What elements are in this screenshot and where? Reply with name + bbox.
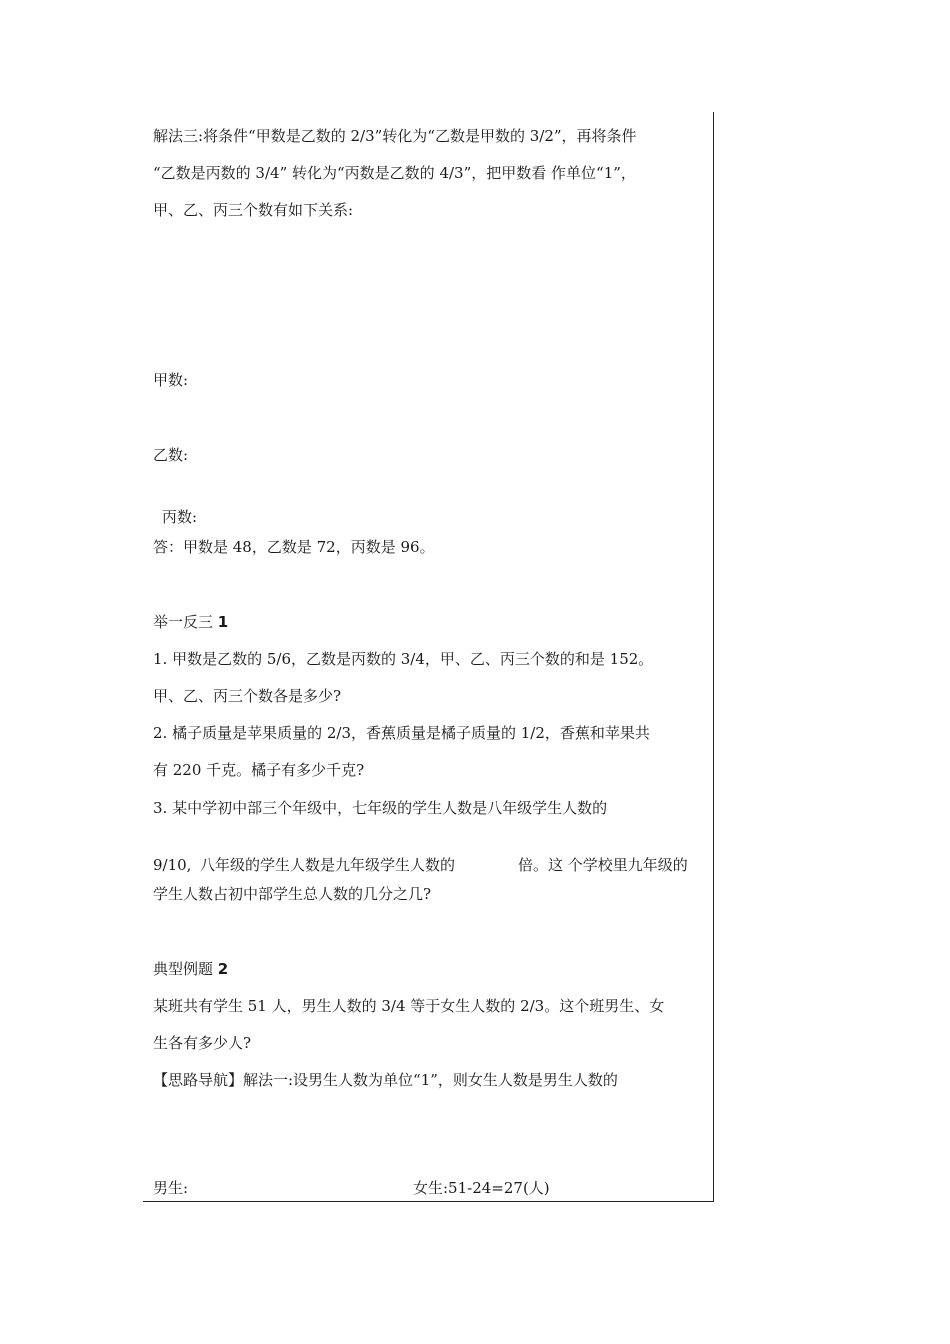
q1-line1-text: 1. 甲数是乙数的 5/6，乙数是丙数的 3/4，甲、乙、丙三个数的和是 152。: [153, 650, 654, 668]
boys-label: 男生:: [153, 1179, 189, 1197]
solution3-line3: 甲、乙、丙三个数有如下关系:: [153, 201, 354, 219]
q3-line2c: 倍。这 个学校里九年级的: [518, 856, 688, 874]
solution3-line2: “乙数是丙数的 3/4” 转化为“丙数是乙数的 4/3”，把甲数看 作单位“1”，: [153, 164, 636, 182]
practice1-heading-text: 举一反三: [153, 613, 214, 631]
practice1-q3-line1: 3. 某中学初中部三个年级中，七年级的学生人数是八年级学生人数的: [153, 799, 608, 817]
label-jia: 甲数:: [153, 371, 189, 389]
practice1-q3-line3: 学生人数占初中部学生总人数的几分之几?: [153, 885, 432, 903]
solution3-line1: 解法三:将条件“甲数是乙数的 2/3”转化为“乙数是甲数的 3/2”，再将条件: [153, 127, 637, 145]
practice1-q2-line2: 有 220 千克。橘子有多少千克?: [153, 761, 365, 779]
example2-heading-num: 2: [217, 960, 229, 978]
q3-line2b: 八年级的学生人数是九年级学生人数的: [200, 856, 456, 874]
practice1-q2-line1: 2. 橘子质量是苹果质量的 2/3，香蕉质量是橘子质量的 1/2，香蕉和苹果共: [153, 724, 650, 742]
practice1-q1-line2: 甲、乙、丙三个数各是多少?: [153, 687, 342, 705]
example2-question-line2: 生各有多少人?: [153, 1034, 252, 1052]
practice1-heading: [153, 612, 228, 632]
practice1-heading-num: 1: [217, 613, 229, 631]
example2-question-line1: 某班共有学生 51 人，男生人数的 3/4 等于女生人数的 2/3。这个班男生、女: [153, 997, 665, 1015]
girls-calculation: 女生:51-24=27(人): [413, 1179, 550, 1197]
label-bing: 丙数:: [162, 508, 198, 526]
table-bottom-border: [143, 1201, 714, 1202]
example2-hint: 【思路导航】解法一:设男生人数为单位“1”，则女生人数是男生人数的: [153, 1071, 618, 1089]
table-right-border: [713, 112, 714, 1202]
q3-line2a: 9/10,: [153, 856, 192, 874]
practice1-q1-line1: [153, 649, 705, 669]
answer-line: 答：甲数是 48，乙数是 72，丙数是 96。: [153, 538, 435, 556]
label-yi: 乙数:: [153, 446, 189, 464]
example2-heading-text: 典型例题: [153, 960, 214, 978]
example2-heading: [153, 959, 228, 979]
